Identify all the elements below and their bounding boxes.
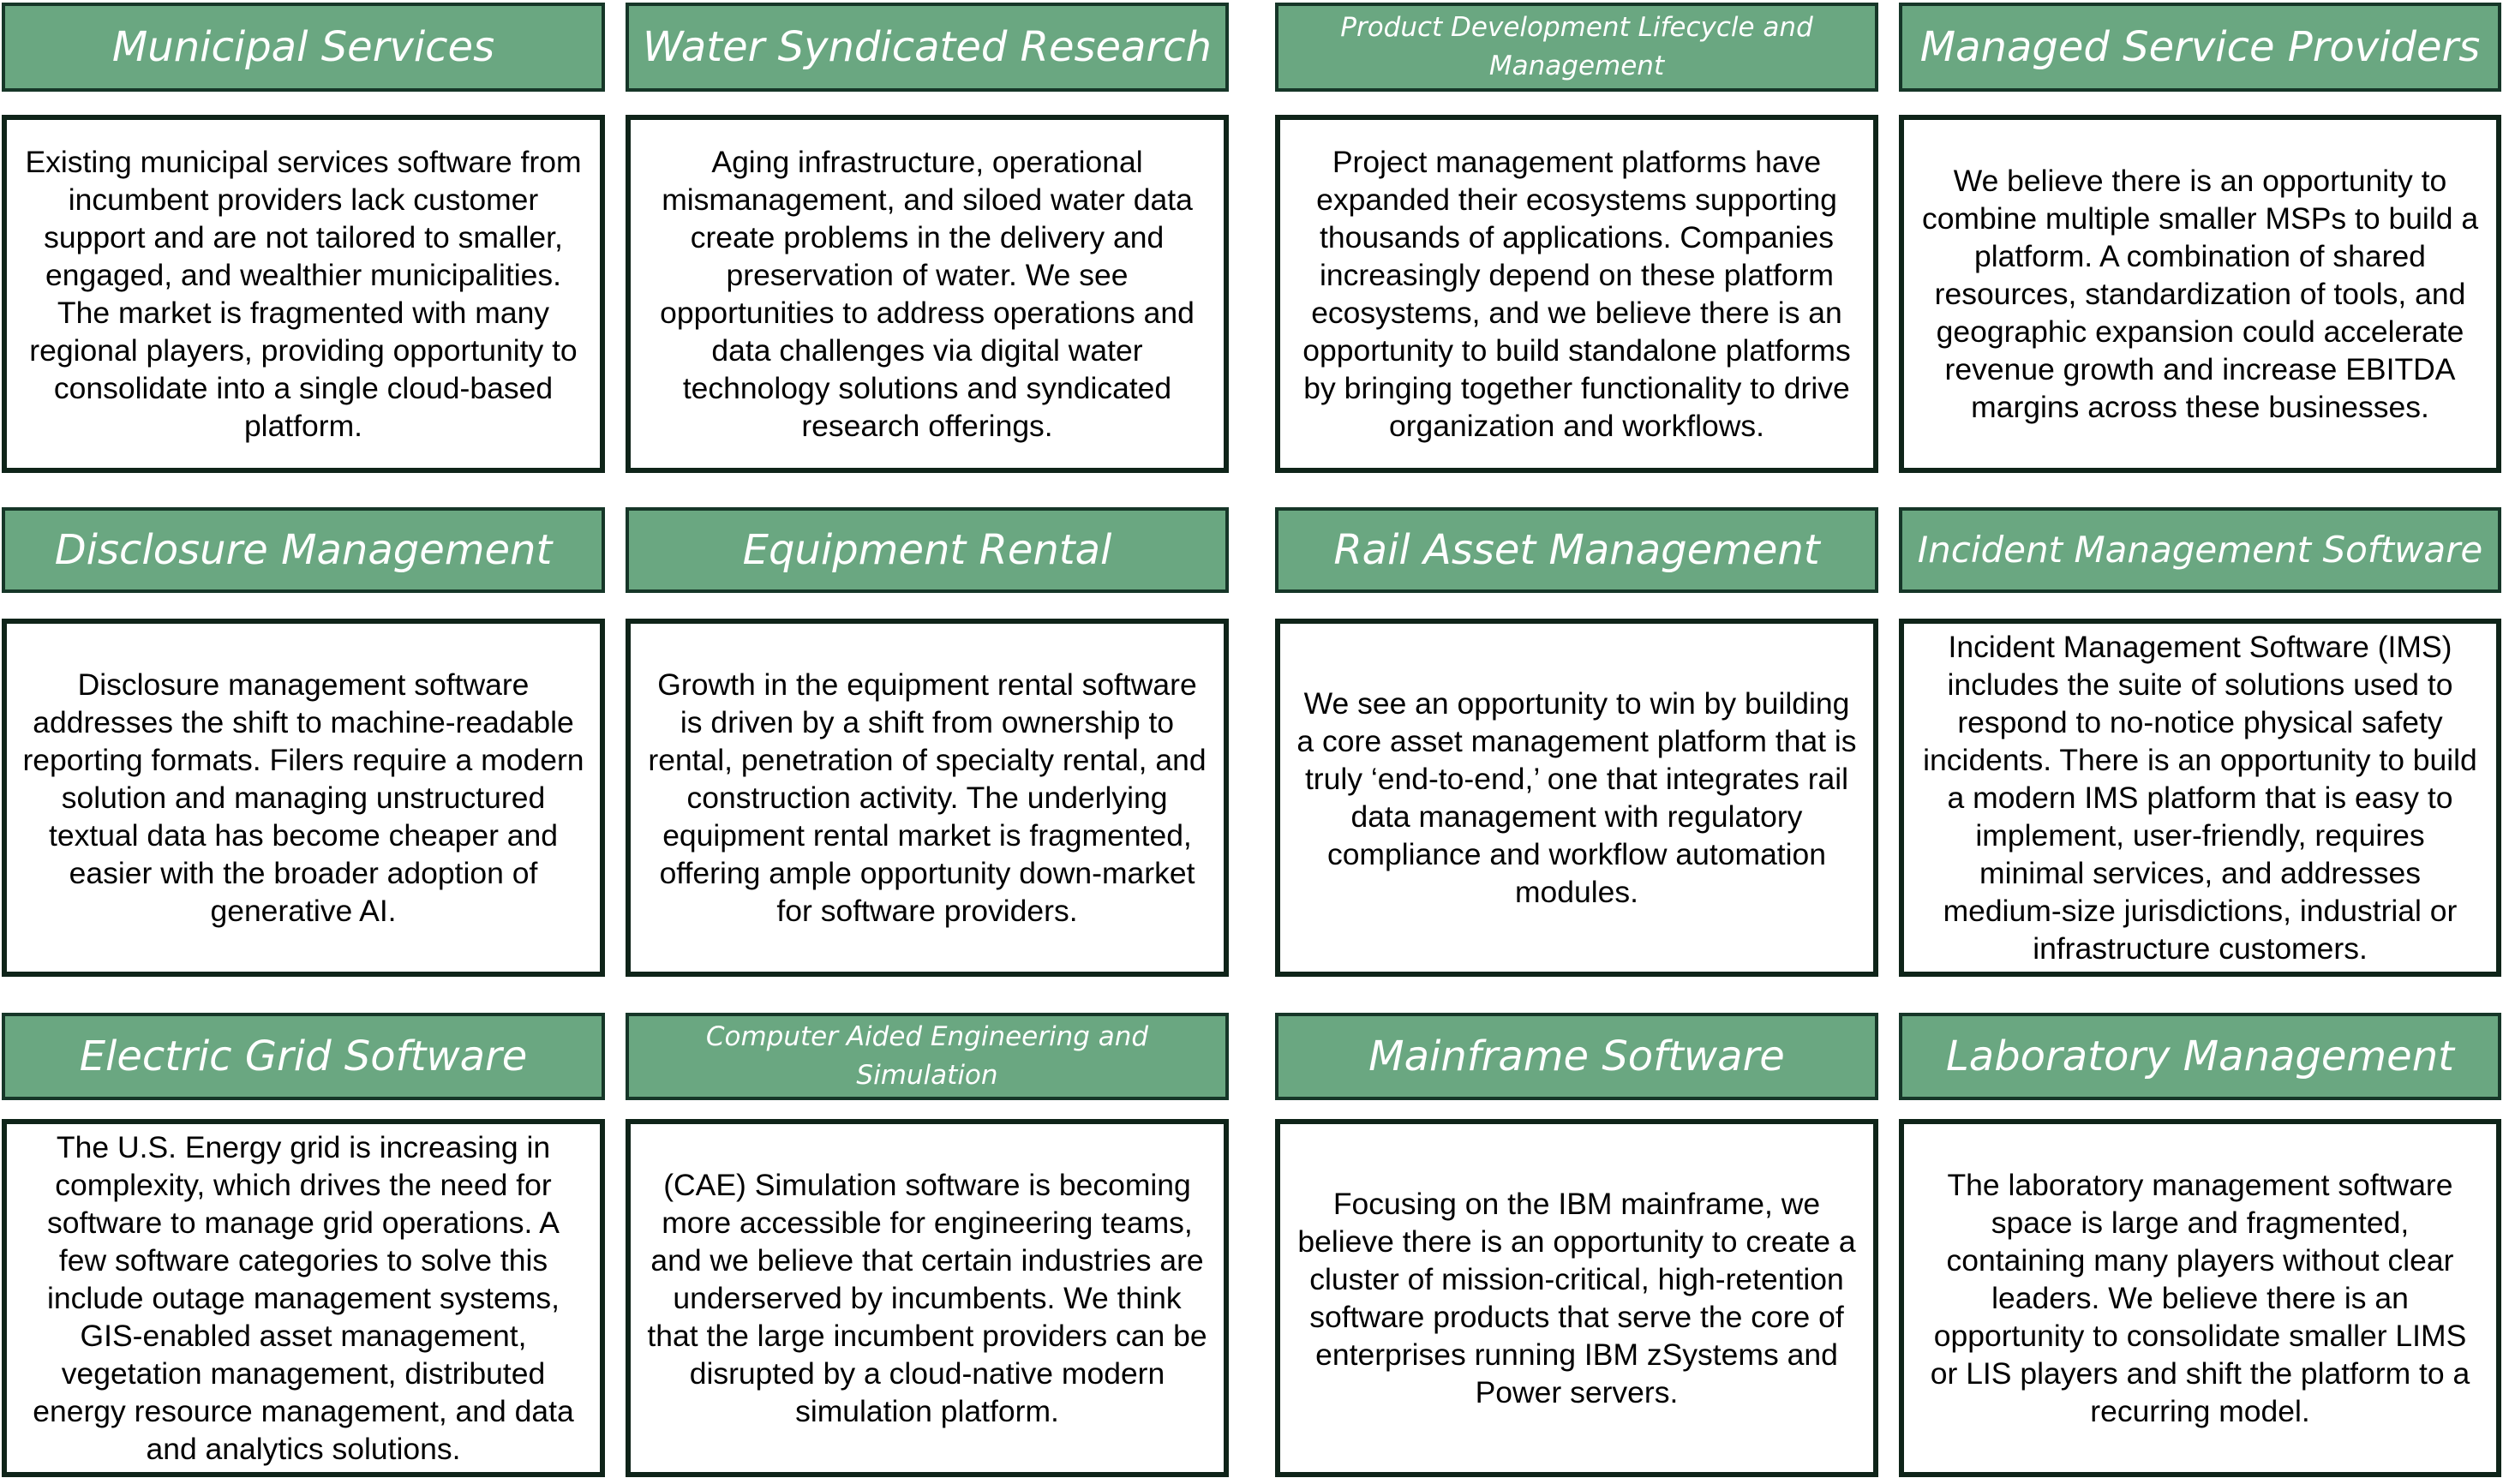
card-title-rail-asset-management: Rail Asset Management <box>1275 507 1878 593</box>
card-title-computer-aided-engineering: Computer Aided Engineering and Simulation <box>626 1013 1229 1100</box>
card-body-water-syndicated-research <box>626 115 1229 473</box>
card-body-mainframe-software <box>1275 1119 1878 1477</box>
card-text: We believe there is an opportunity to combine multiple smaller MSPs to build a platform. A combination of shared resources, standardization of tools, and geographic expansion could accelerate revenue growth and increase EBITDA margins across these businesses. <box>1921 164 2479 424</box>
card-body-equipment-rental <box>626 619 1229 977</box>
card-title-disclosure-management: Disclosure Management <box>2 507 605 593</box>
card-title-equipment-rental: Equipment Rental <box>626 507 1229 593</box>
card-body-computer-aided-engineering <box>626 1119 1229 1477</box>
card-text: Focusing on the IBM mainframe, we believe there is an opportunity to create a cluster of mission-critical, high-retention software products that serve the core of enterprises running IBM zSystems and Power servers. <box>1297 1187 1856 1409</box>
card-title-managed-service-providers: Managed Service Providers <box>1899 3 2501 92</box>
card-title-water-syndicated-research: Water Syndicated Research <box>626 3 1229 92</box>
card-title-incident-management-software: Incident Management Software <box>1899 507 2501 593</box>
card-title-mainframe-software: Mainframe Software <box>1275 1013 1878 1100</box>
card-text: Existing municipal services software from incumbent providers lack customer support and are not tailored to smaller, engaged, and wealthier municipalities. The market is fragmented with many regional players, providing opportunity to consolidate into a single cloud-based platform. <box>25 145 582 443</box>
card-body-municipal-services <box>2 115 605 473</box>
card-title-municipal-services: Municipal Services <box>2 3 605 92</box>
card-title-electric-grid-software: Electric Grid Software <box>2 1013 605 1100</box>
card-text: Growth in the equipment rental software is driven by a shift from ownership to rental, penetration of specialty rental, and construction activity. The underlying equipment rental market is fragmented, offering ample opportunity down-market for software providers. <box>648 667 1207 928</box>
card-title-product-development-lifecycle: Product Development Lifecycle and Management <box>1275 3 1878 92</box>
card-text: The laboratory management software space is large and fragmented, containing many players without clear leaders. We believe there is an opportunity to consolidate smaller LIMS or LIS players and shift the platform to a recurring model. <box>1930 1168 2470 1428</box>
card-text: Incident Management Software (IMS) includes the suite of solutions used to respond to no-notice physical safety incidents. There is an opportunity to build a modern IMS platform that is easy to implement, user-friendly, requires minimal services, and addresses medium-size jurisdictions, industrial or infrastructure customers. <box>1923 630 2477 966</box>
card-body-incident-management-software <box>1899 619 2501 977</box>
card-text: (CAE) Simulation software is becoming more accessible for engineering teams, and we believe that certain industries are underserved by incumbents. We think that the large incumbent providers can be disrupted by a cloud-native modern simulation platform. <box>647 1168 1207 1428</box>
card-title-laboratory-management: Laboratory Management <box>1899 1013 2501 1100</box>
card-text: Aging infrastructure, operational mismanagement, and siloed water data create problems in the delivery and preservation of water. We see opportunities to address operations and data challenges via digital water technology solutions and syndicated research offerings. <box>660 145 1195 443</box>
card-body-electric-grid-software <box>2 1119 605 1477</box>
card-text: We see an opportunity to win by building a core asset management platform that is truly ‘end-to-end,’ one that integrates rail data management with regulatory compliance and workflow automation modules. <box>1296 686 1857 909</box>
card-text: Project management platforms have expanded their ecosystems supporting thousands of applications. Companies increasingly depend on these platform ecosystems, and we believe there is an opportunity to build standalone platforms by bringing together functionality to drive organization and workflows. <box>1302 145 1851 443</box>
card-body-rail-asset-management <box>1275 619 1878 977</box>
card-body-managed-service-providers <box>1899 115 2501 473</box>
card-text: The U.S. Energy grid is increasing in complexity, which drives the need for software to manage grid operations. A few software categories to solve this include outage management systems, GIS-enabled asset management, vegetation management, distributed energy resource management, and data and analytics solutions. <box>33 1130 574 1466</box>
card-body-laboratory-management <box>1899 1119 2501 1477</box>
card-body-product-development-lifecycle <box>1275 115 1878 473</box>
card-text: Disclosure management software addresses the shift to machine-readable reporting formats. Filers require a modern solution and managing unstructured textual data has become cheaper and easier with the broader adoption of generative AI. <box>22 667 584 928</box>
card-body-disclosure-management <box>2 619 605 977</box>
